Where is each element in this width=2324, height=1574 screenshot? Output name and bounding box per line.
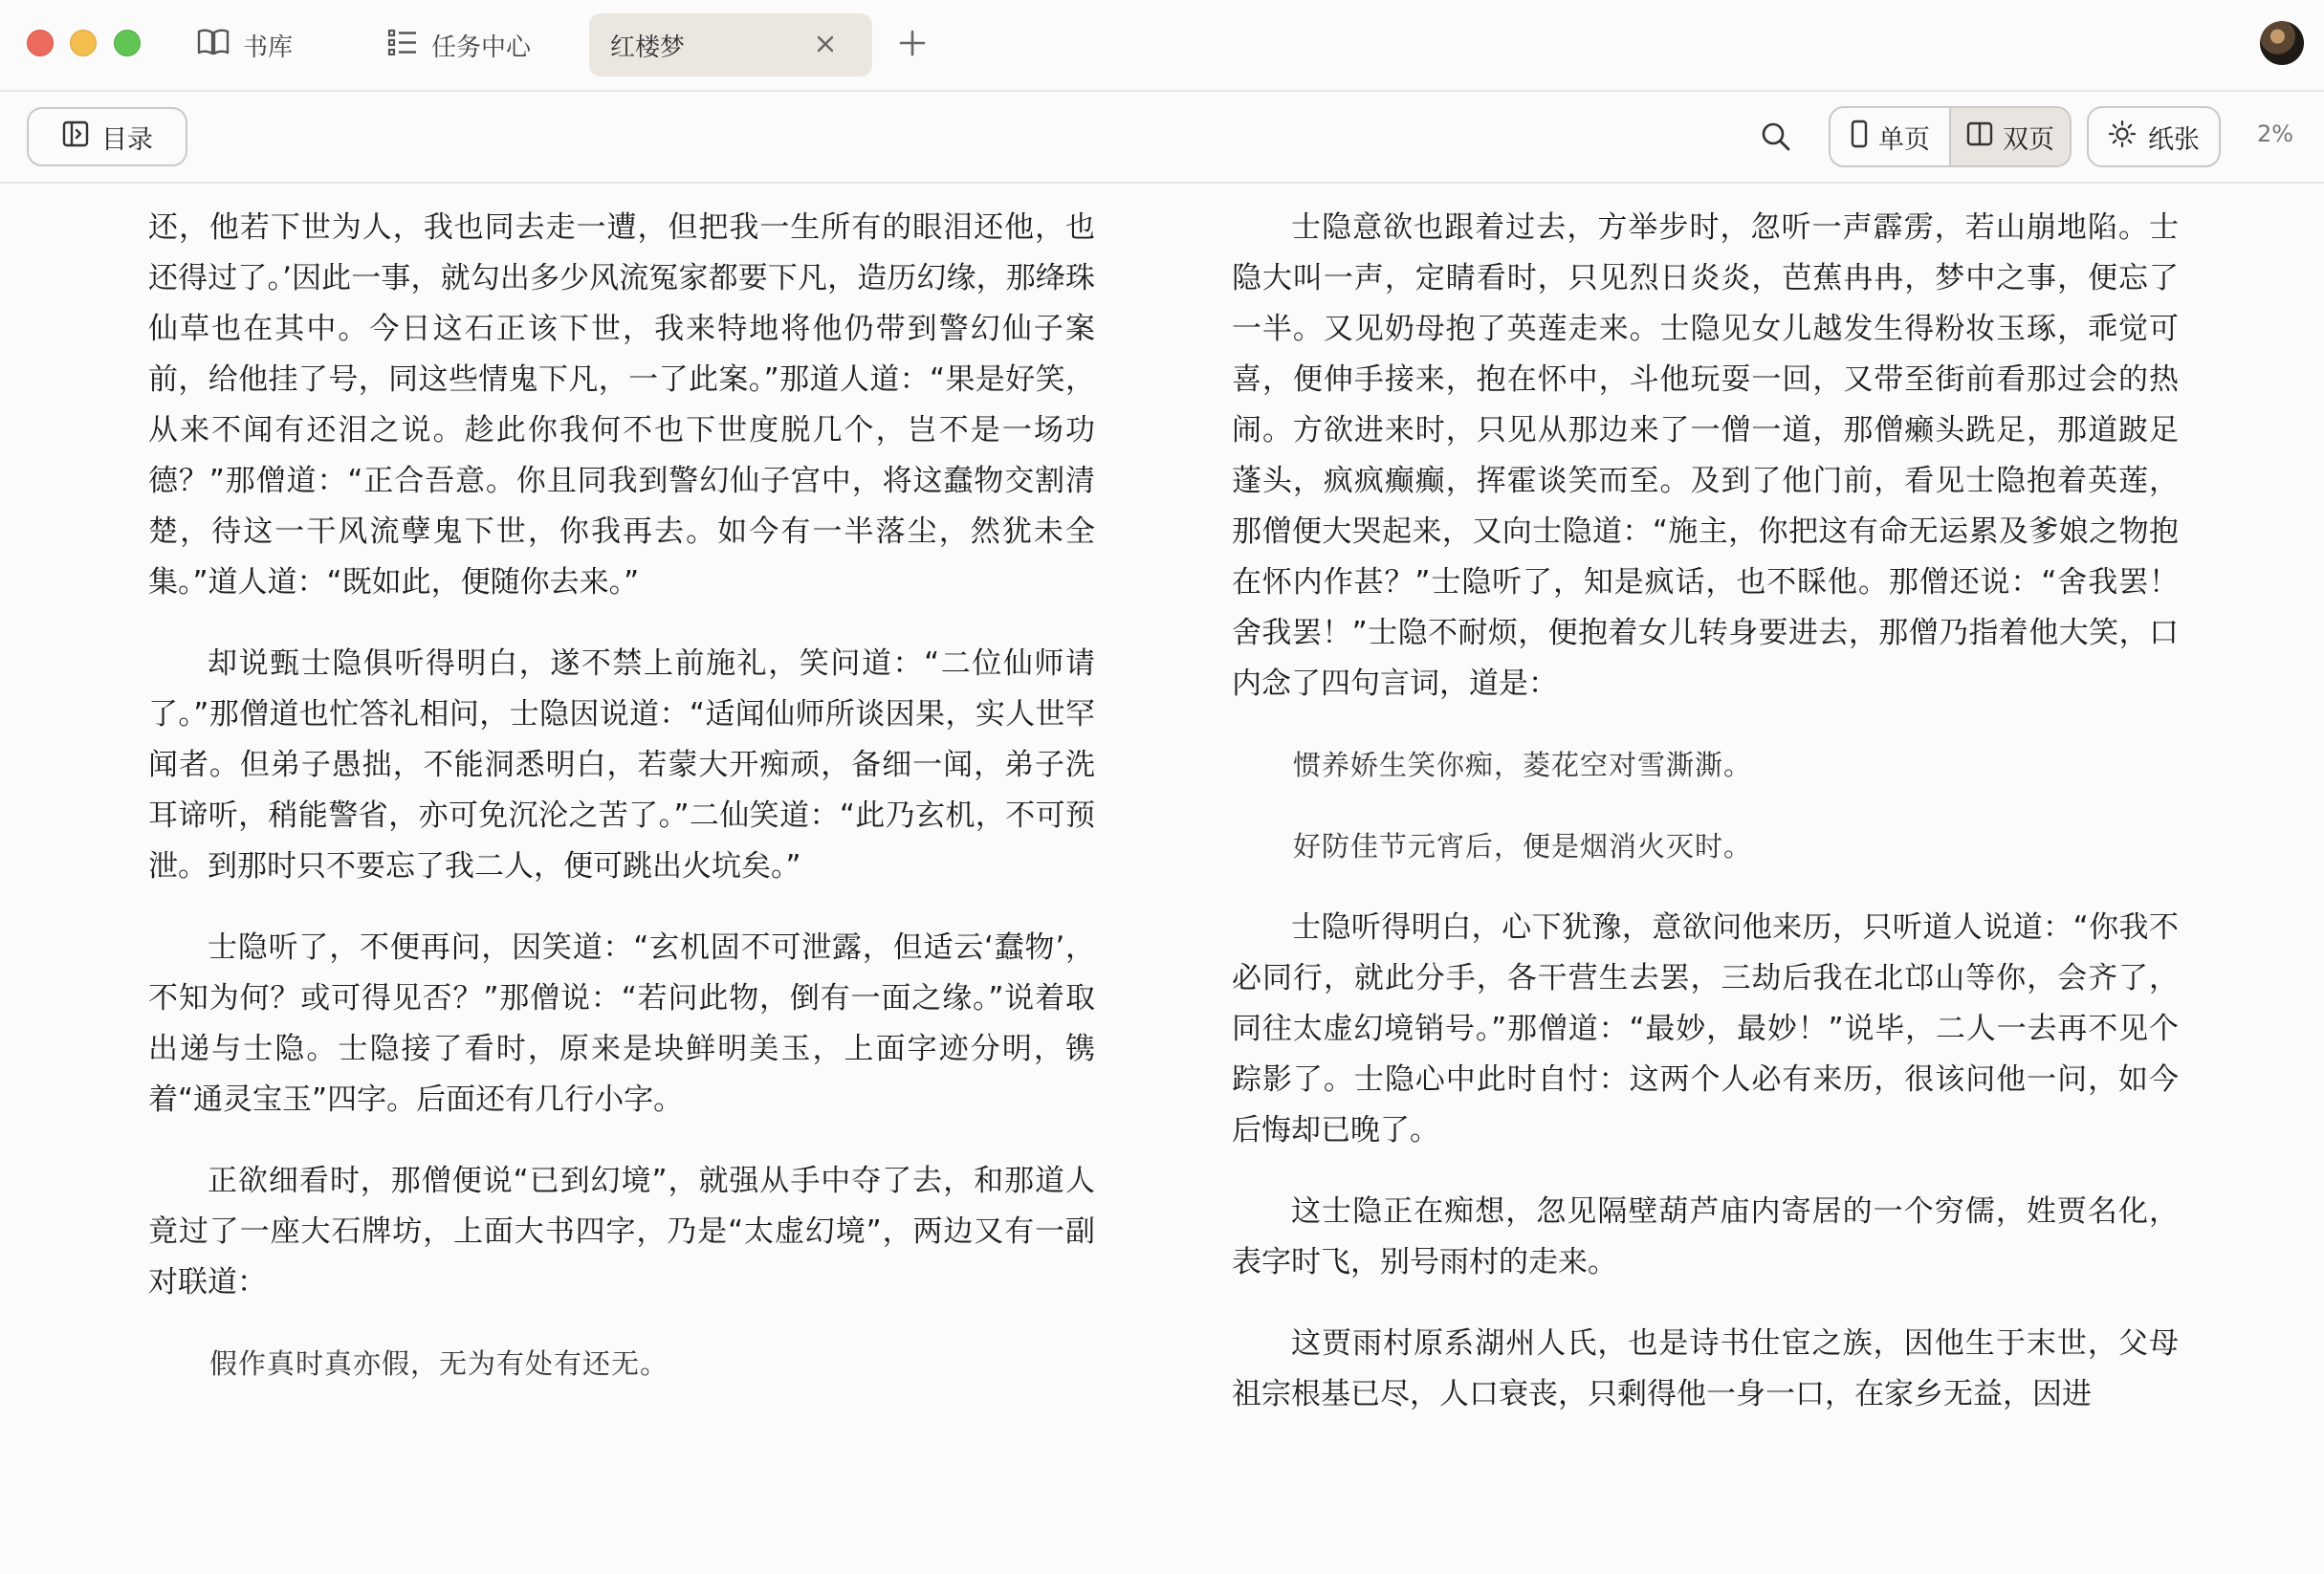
tab-library[interactable]: [197, 13, 293, 77]
search-button[interactable]: [1760, 120, 1792, 153]
right-page: [1232, 203, 2179, 1451]
minimize-window-button[interactable]: [70, 30, 97, 56]
paragraph: 却说甄士隐俱听得明白，遂不禁上前施礼，笑问道：“二位仙师请了。”那僧道也忙答礼相问，士隐因说道：“适闻仙师所谈因果，实人世罕闻者。但弟子愚拙，不能洞悉明白，若蒙大开痴顽，备细一闻，弟子洗耳谛听，稍能警省，亦可免沉沦之苦了。”二仙笑道：“此乃玄机，不可预泄。到那时只不要忘了我二人，便可跳出火坑矣。”: [148, 646, 1095, 884]
new-tab-button[interactable]: [897, 28, 928, 62]
single-page-label: 单页: [1878, 124, 1930, 155]
tab-label: 任务中心: [431, 33, 532, 62]
toc-icon: [61, 120, 101, 155]
plus-icon: [897, 28, 928, 58]
single-page-button[interactable]: [1831, 108, 1949, 165]
reading-progress: 2%: [2257, 120, 2294, 147]
paragraph: 正欲细看时，那僧便说“已到幻境”，就强从手中夺了去，和那道人竟过了一座大石牌坊，上面大书四字，乃是“太虚幻境”，两边又有一副对联道：: [148, 1164, 1095, 1300]
avatar[interactable]: [2260, 21, 2304, 65]
close-window-button[interactable]: [27, 30, 54, 56]
verse-line: 惯养娇生笑你痴，菱花空对雪澌澌。: [1293, 749, 1753, 781]
tab-label: 书库: [243, 33, 294, 62]
toc-label: 目录: [101, 124, 153, 155]
sun-icon: [2108, 120, 2148, 155]
task-list-icon: [387, 29, 431, 62]
double-page-icon: [1966, 120, 2003, 154]
paragraph: 士隐意欲也跟着过去，方举步时，忽听一声霹雳，若山崩地陷。士隐大叫一声，定睛看时，只见烈日炎炎，芭蕉冉冉，梦中之事，便忘了一半。又见奶母抱了英莲走来。士隐见女儿越发生得粉妆玉琢，乖觉可喜，便伸手接来，抱在怀中，斗他玩耍一回，又带至街前看那过会的热闹。方欲进来时，只见从那边来了一僧一道，那僧癞头跣足，那道跛足蓬头，疯疯癫癫，挥霍谈笑而至。及到了他门前，看见士隐抱着英莲，那僧便大哭起来，又向士隐道：“施主，你把这有命无运累及爹娘之物抱在怀内作甚？”士隐听了，知是疯话，也不睬他。那僧还说：“舍我罢！舍我罢！”士隐不耐烦，便抱着女儿转身要进去，那僧乃指着他大笑，口内念了四句言词，道是：: [1232, 210, 2179, 701]
paragraph: 这士隐正在痴想，忽见隔壁葫芦庙内寄居的一个穷儒，姓贾名化，表字时飞，别号雨村的走来。: [1232, 1194, 2179, 1279]
close-tab-icon[interactable]: [813, 32, 851, 63]
single-page-icon: [1850, 120, 1878, 155]
paper-theme-button[interactable]: [2087, 106, 2221, 167]
verse-line: 好防佳节元宵后，便是烟消火灭时。: [1293, 830, 1753, 863]
book-icon: [197, 28, 243, 63]
reader-toolbar: [0, 92, 2324, 182]
tab-hongloumeng[interactable]: [589, 13, 872, 77]
page-mode-toggle: [1829, 106, 2072, 167]
search-icon: [1760, 120, 1792, 153]
paper-theme-label: 纸张: [2148, 124, 2200, 155]
tab-label: 红楼梦: [610, 33, 686, 62]
left-page: [148, 203, 1095, 1420]
paragraph: 士隐听了，不便再问，因笑道：“玄机固不可泄露，但适云‘蠢物’，不知为何？或可得见否？”那僧说：“若问此物，倒有一面之缘。”说着取出递与士隐。士隐接了看时，原来是块鲜明美玉，上面字迹分明，镌着“通灵宝玉”四字。后面还有几行小字。: [148, 930, 1095, 1117]
divider: [0, 182, 2324, 184]
paragraph: 还，他若下世为人，我也同去走一遭，但把我一生所有的眼泪还他，也还得过了。’因此一事，就勾出多少风流冤家都要下凡，造历幻缘，那绛珠仙草也在其中。今日这石正该下世，我来特地将他仍带到警幻仙子案前，给他挂了号，同这些情鬼下凡，一了此案。”那道人道：“果是好笑，从来不闻有还泪之说。趁此你我何不也下世度脱几个，岂不是一场功德？”那僧道：“正合吾意。你且同我到警幻仙子宫中，将这蠢物交割清楚，待这一干风流孽鬼下世，你我再去。如今有一半落尘，然犹未全集。”道人道：“既如此，便随你去来。”: [148, 210, 1095, 600]
tab-task-center[interactable]: [387, 13, 531, 77]
zoom-window-button[interactable]: [114, 30, 141, 56]
paragraph: 士隐听得明白，心下犹豫，意欲问他来历，只听道人说道：“你我不必同行，就此分手，各干营生去罢，三劫后我在北邙山等你，会齐了，同往太虚幻境销号。”那僧道：“最妙，最妙！”说毕，二人一去再不见个踪影了。士隐心中此时自忖：这两个人必有来历，很该问他一问，如今后悔却已晚了。: [1232, 910, 2179, 1148]
verse-line: 假作真时真亦假，无为有处有还无。: [209, 1347, 669, 1380]
title-bar: [0, 0, 2324, 90]
double-page-button[interactable]: [1949, 108, 2070, 165]
double-page-label: 双页: [2003, 124, 2054, 155]
paragraph: 这贾雨村原系湖州人氏，也是诗书仕宦之族，因他生于末世，父母祖宗根基已尽，人口衰丧，只剩得他一身一口，在家乡无益，因进: [1232, 1326, 2179, 1411]
toc-button[interactable]: [27, 107, 187, 166]
